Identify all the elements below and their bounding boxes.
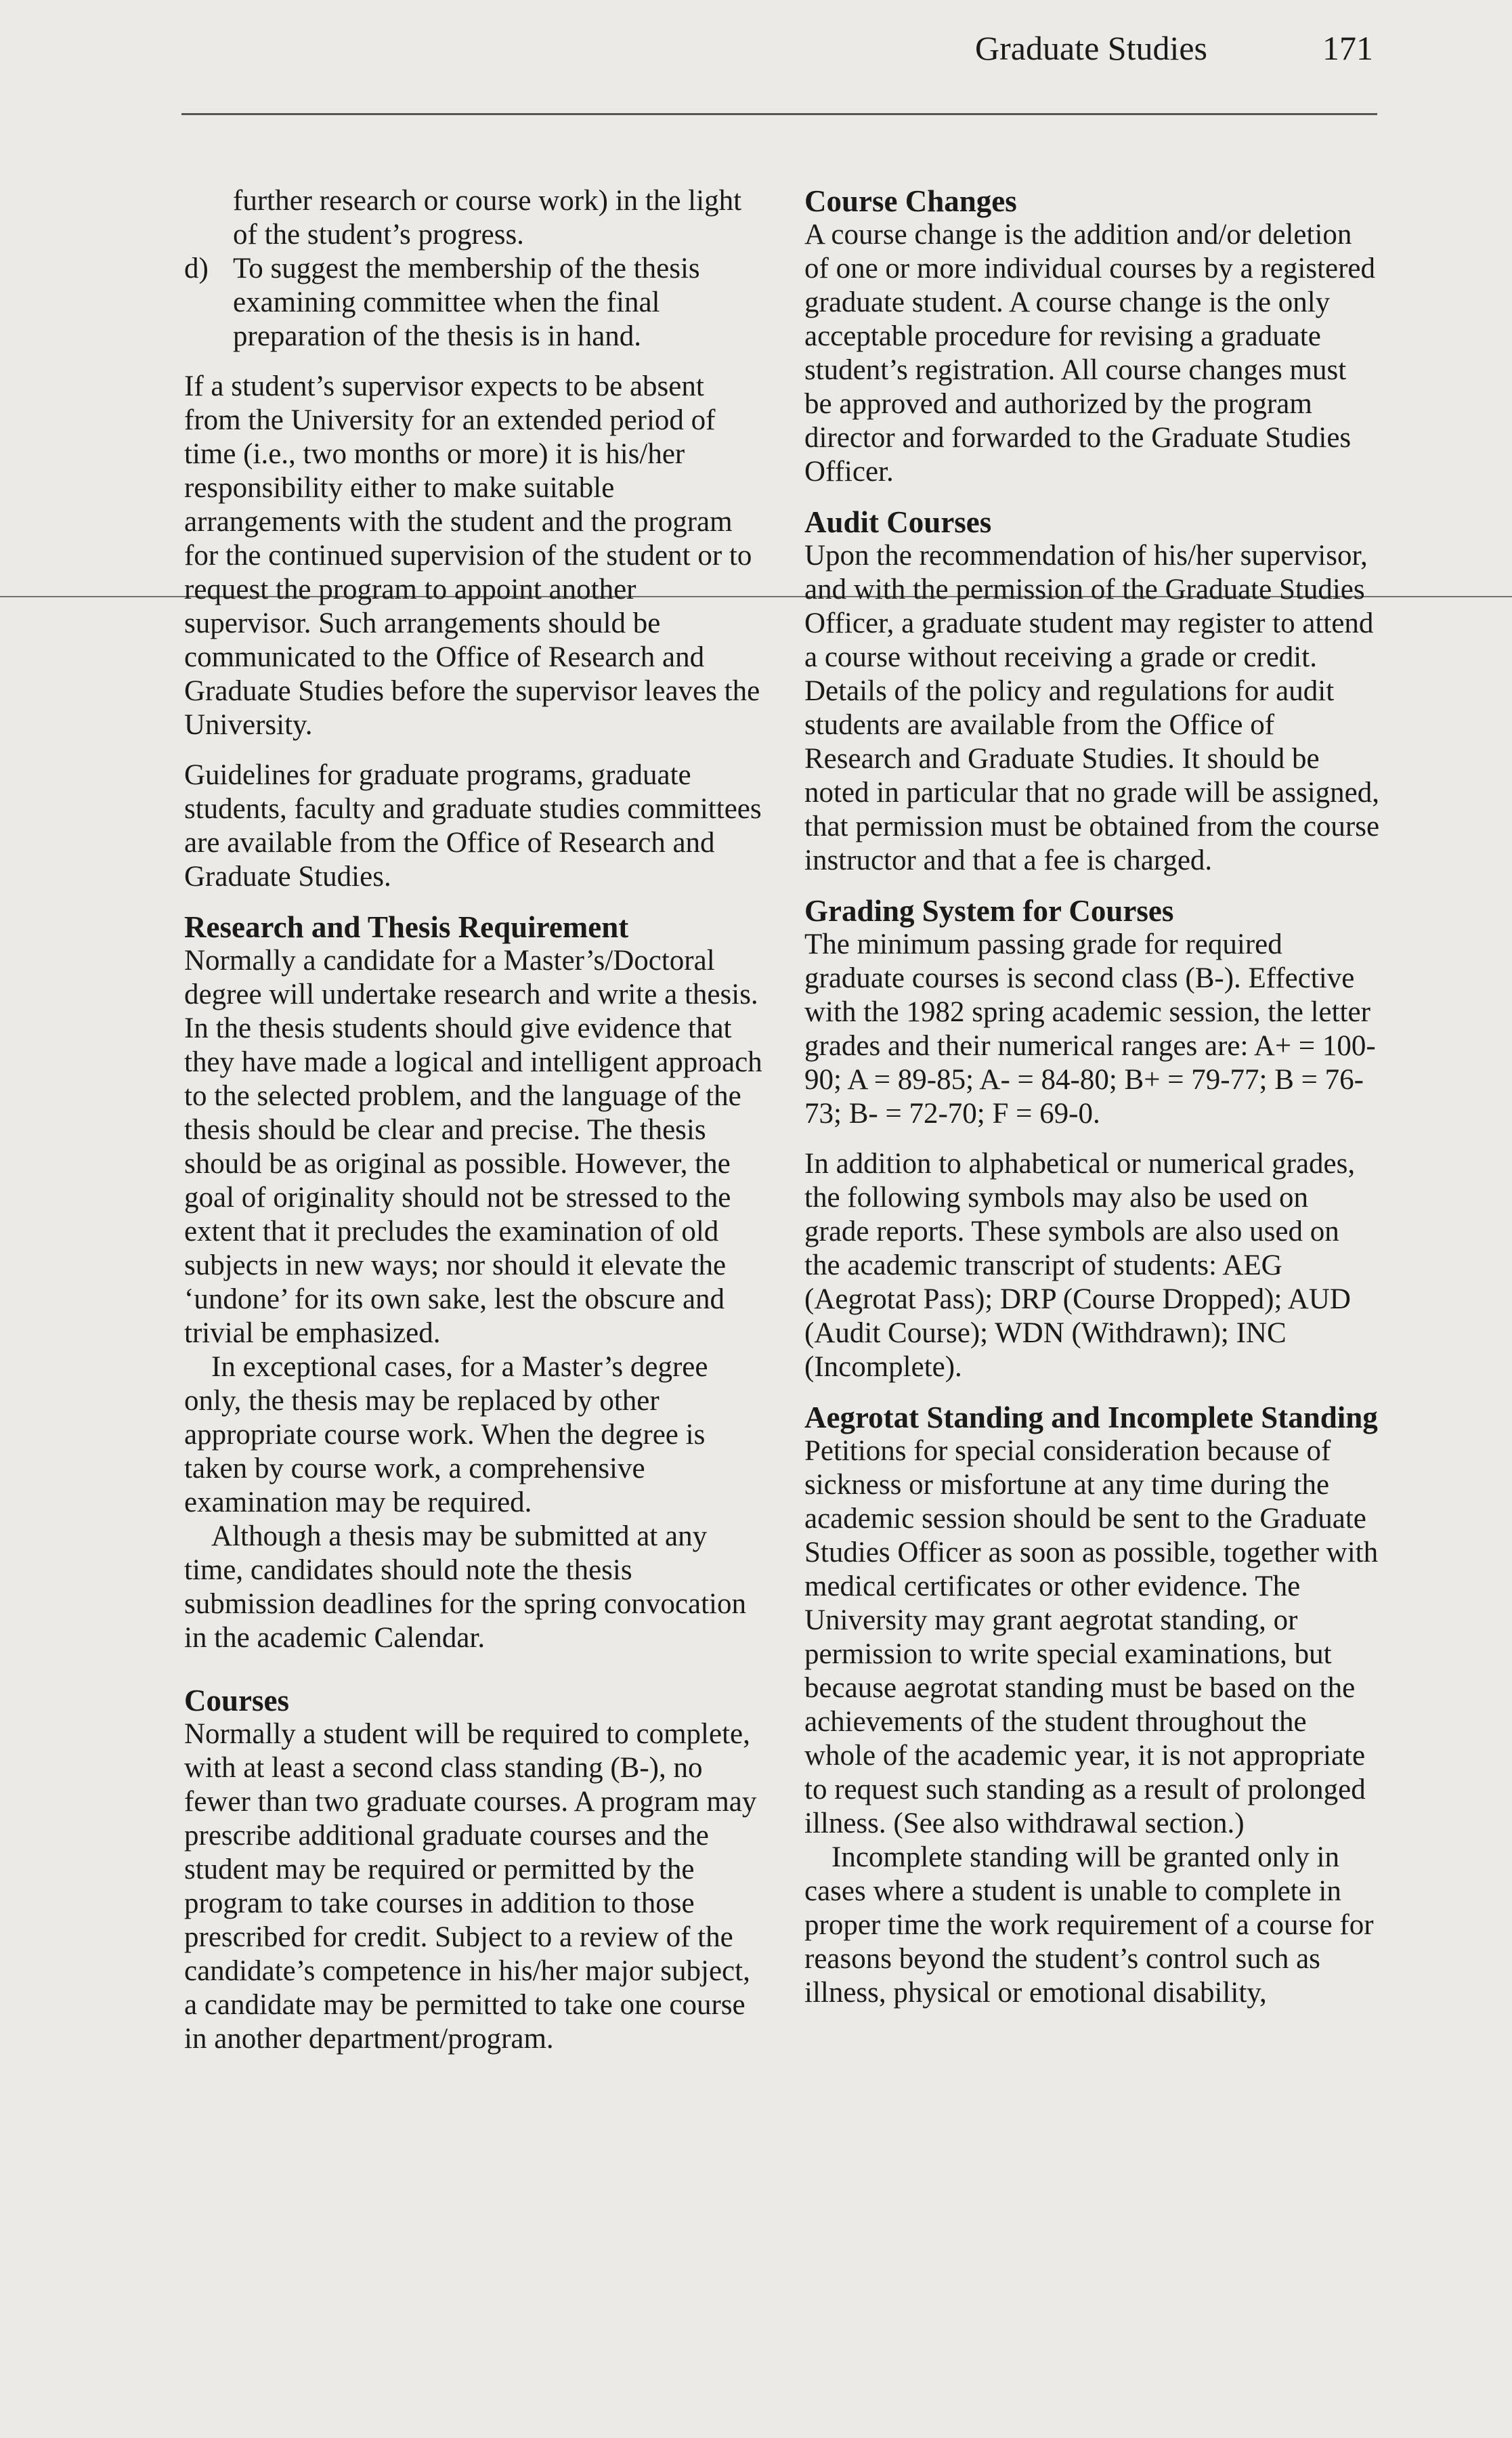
section-heading: Courses: [184, 1684, 289, 1717]
paragraph: Normally a student will be required to complete, with at least a second class standing (B-), no fewer than two graduate courses. A program may prescribe additional graduate courses and the student may be required or permitted by the program to take courses in addition to those prescribed for credit. Subject to a review of the candidate’s competence in his/her major subject, a candidate may be permitted to take one course in another department/program.: [184, 1718, 757, 2055]
paragraph: In exceptional cases, for a Master’s degree only, the thesis may be replaced by other appropriate course work. When the degree is taken by course work, a comprehensive examination may be required.: [184, 1351, 708, 1518]
paragraph: The minimum passing grade for required graduate courses is second class (B-). Effective with the 1982 spring academic session, the letter grades and their numerical ranges are: A+ = 100-90; A = 89-85; A- = 84-80; B+ = 79-77; B = 76-73; B- = 72-70; F = 69-0.: [804, 928, 1376, 1130]
section-heading: Course Changes: [804, 184, 1017, 218]
page-number: 171: [1322, 29, 1373, 67]
paragraph: A course change is the addition and/or deletion of one or more individual courses by a registered graduate student. A course change is the only acceptable procedure for revising a graduate student’s registration. All course changes must be approved and authorized by the program director and forwarded to the Graduate Studies Officer.: [804, 219, 1376, 488]
section-heading: Grading System for Courses: [804, 894, 1174, 928]
paragraph: Incomplete standing will be granted only in cases where a student is unable to complete in proper time the work requirement of a course for reasons beyond the student’s control such as illness, physical or emotional disability,: [804, 1841, 1374, 2009]
section-aegrotat-standing: [804, 1400, 1380, 2010]
paragraph-guidelines: Guidelines for graduate programs, graduate students, faculty and graduate studies committees are available from the Office of Research and Graduate Studies.: [184, 759, 762, 893]
paragraph: Upon the recommendation of his/her supervisor, and with the permission of the Graduate Studies Officer, a graduate student may register to attend a course without receiving a grade or credit. Details of the policy and regulations for audit students are available from the Office of Research and Graduate Studies. It should be noted in particular that no grade will be assigned, that permission must be obtained from the course instructor and that a fee is charged.: [804, 540, 1380, 876]
right-column: [804, 184, 1380, 2010]
section-heading: Research and Thesis Requirement: [184, 910, 629, 944]
section-courses: [184, 1684, 766, 2056]
list-marker: d): [184, 253, 209, 284]
paragraph-supervisor-absence: If a student’s supervisor expects to be absent from the University for an extended period of time (i.e., two months or more) it is his/her responsibility either to make suitable arrangements with the student and the program for the continued supervision of the student or to request the program to appoint another supervisor. Such arrangements should be communicated to the Office of Research and Graduate Studies before the supervisor leaves the University.: [184, 370, 760, 741]
left-column: [184, 184, 766, 2072]
section-research-thesis: [184, 910, 766, 1655]
section-audit-courses: [804, 505, 1380, 878]
section-heading: Audit Courses: [804, 505, 992, 539]
paragraph: Normally a candidate for a Master’s/Doctoral degree will undertake research and write a thesis. In the thesis students should give evidence that they have made a logical and intelligent approach to the selected problem, and the language of the thesis should be clear and precise. The thesis should be as original as possible. However, the goal of originality should not be stressed to the extent that it precludes the examination of old subjects in new ways; nor should it elevate the ‘undone’ for its own sake, lest the obscure and trivial be emphasized.: [184, 945, 762, 1349]
running-header-title: Graduate Studies: [975, 29, 1207, 67]
section-course-changes: [804, 184, 1380, 489]
header-rule: [181, 113, 1377, 115]
list-item-d: [184, 252, 766, 354]
continuation-text: further research or course work) in the light of the student’s progress.: [233, 185, 742, 251]
paragraph: Although a thesis may be submitted at any time, candidates should note the thesis submission deadlines for the spring convocation in the academic Calendar.: [184, 1520, 746, 1654]
paragraph: In addition to alphabetical or numerical grades, the following symbols may also be used on grade reports. These symbols are also used on the academic transcript of students: AEG (Aegrotat Pass); DRP (Course Dropped); AUD (Audit Course); WDN (Withdrawn); INC (Incomplete).: [804, 1148, 1356, 1383]
paragraph: Petitions for special consideration because of sickness or misfortune at any time during the academic session should be sent to the Graduate Studies Officer as soon as possible, together with medical certificates or other evidence. The University may grant aegrotat standing, or permission to write special examinations, but because aegrotat standing must be based on the achievements of the student throughout the whole of the academic year, it is not appropriate to request such standing as a result of prolonged illness. (See also withdrawal section.): [804, 1435, 1379, 1839]
list-item-text: To suggest the membership of the thesis examining committee when the final preparation of the thesis is in hand.: [233, 253, 700, 352]
section-heading: Aegrotat Standing and Incomplete Standing: [804, 1400, 1378, 1434]
section-grading-system: [804, 894, 1380, 1384]
